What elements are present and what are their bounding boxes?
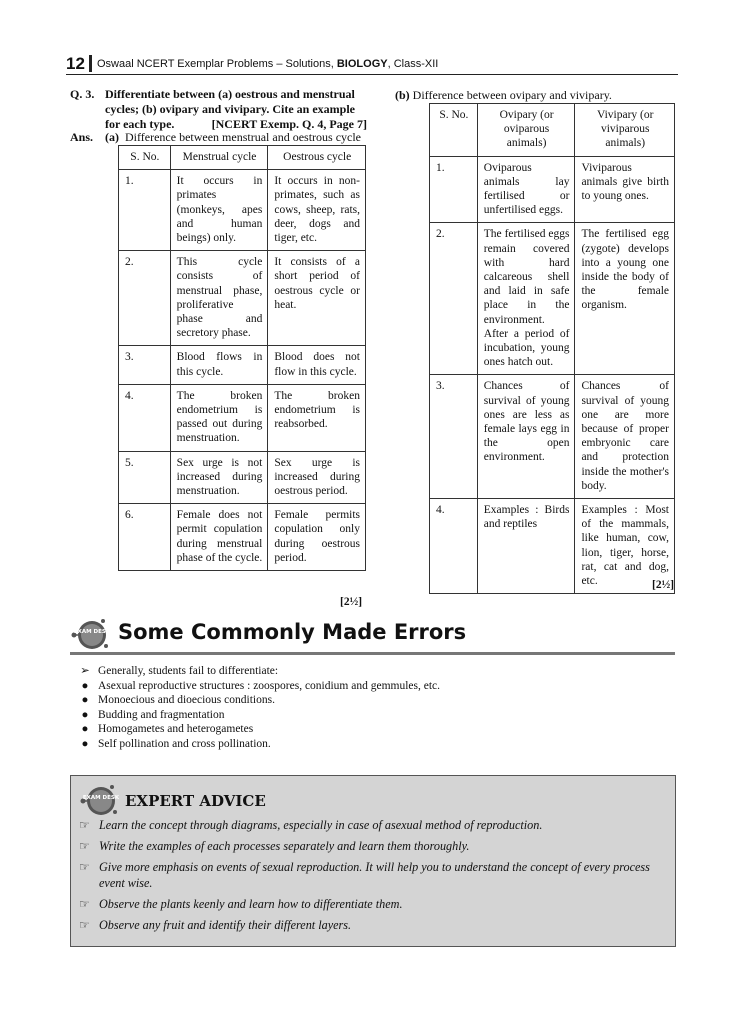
question-number: Q. 3. xyxy=(70,87,95,101)
table-row xyxy=(119,451,366,504)
table-cell: Chances of survival of young ones are less as female lays egg in the open environment. xyxy=(477,375,575,499)
list-item-text: Write the examples of each processes separately and learn them thoroughly. xyxy=(99,839,470,853)
section-rule xyxy=(70,652,675,655)
part-a-text: Difference between menstrual and oestrous cycle xyxy=(125,130,362,144)
page-header xyxy=(66,52,678,75)
table-cell: Sex urge is increased during oestrous period. xyxy=(268,451,366,504)
serial-cell: 2. xyxy=(119,251,171,346)
table-row xyxy=(119,251,366,346)
table-cell: The fertilised egg (zygote) develops into a young one inside the body of the female organism. xyxy=(575,223,675,375)
list-item xyxy=(78,679,440,694)
table-cell: The broken endometrium is reabsorbed. xyxy=(268,384,366,451)
table-cell: Oviparous animals lay fertilised or unfertilised eggs. xyxy=(477,156,575,223)
exam-desk-logo-icon xyxy=(70,616,110,652)
list-item xyxy=(78,708,440,723)
pointing-hand-icon: ☞ xyxy=(79,839,90,853)
list-item xyxy=(78,722,440,737)
pointing-hand-icon: ☞ xyxy=(79,918,90,932)
list-item-text: Observe the plants keenly and learn how to differentiate them. xyxy=(99,897,403,911)
column-header: S. No. xyxy=(430,104,478,157)
table-cell: Female permits copulation only during oestrous period. xyxy=(268,504,366,571)
serial-cell: 3. xyxy=(430,375,478,499)
question-reference: [NCERT Exemp. Q. 4, Page 7] xyxy=(211,117,367,131)
answer-label: Ans. xyxy=(70,130,94,144)
marks-label: [2½] xyxy=(340,596,363,608)
list-item-text: Monoecious and dioecious conditions. xyxy=(98,694,275,707)
table-ovipary-vivipary xyxy=(429,103,675,594)
serial-cell: 4. xyxy=(430,499,478,594)
table-cell: It occurs in non-primates, such as cows, sheep, rats, deer, dogs and tiger, etc. xyxy=(268,170,366,251)
expert-advice-box xyxy=(70,775,676,947)
pointing-hand-icon: ☞ xyxy=(79,860,90,874)
list-item xyxy=(79,917,669,933)
table-row xyxy=(119,504,366,571)
bullet-icon: ● xyxy=(81,723,89,736)
logo-text: EXAM DESK xyxy=(82,795,119,801)
serial-cell: 2. xyxy=(430,223,478,375)
table-cell: Blood does not flow in this cycle. xyxy=(268,346,366,384)
bullet-icon: ● xyxy=(81,708,89,721)
list-intro xyxy=(78,664,440,679)
errors-list xyxy=(78,664,440,752)
table-cell: Viviparous animals give birth to young ones. xyxy=(575,156,675,223)
expert-advice-title: EXPERT ADVICE xyxy=(125,792,266,810)
marks-label: [2½] xyxy=(652,579,675,591)
arrow-bullet-icon: ➢ xyxy=(80,665,90,677)
list-item xyxy=(79,838,669,854)
logo-text: EXAM DESK xyxy=(73,629,110,635)
bullet-icon: ● xyxy=(81,737,89,750)
list-item xyxy=(78,693,440,708)
list-item-text: Asexual reproductive structures : zoospores, conidium and gemmules, etc. xyxy=(98,679,441,692)
table-cell: It occurs in primates (monkeys, apes and human beings) only. xyxy=(170,170,268,251)
column-header: Oestrous cycle xyxy=(268,146,366,170)
pointing-hand-icon: ☞ xyxy=(79,818,90,832)
table-row xyxy=(430,223,675,375)
list-item-text: Generally, students fail to differentiate: xyxy=(98,665,279,677)
table-cell: It consists of a short period of oestrous cycle or heat. xyxy=(268,251,366,346)
list-item xyxy=(78,737,440,752)
table-cell: This cycle consists of menstrual phase, proliferative phase and secretory phase. xyxy=(170,251,268,346)
serial-cell: 4. xyxy=(119,384,171,451)
list-item xyxy=(79,896,669,912)
expert-advice-list xyxy=(79,817,669,938)
table-cell: Sex urge is not increased during menstruation. xyxy=(170,451,268,504)
table-row xyxy=(119,384,366,451)
list-item-text: Homogametes and heterogametes xyxy=(98,723,254,736)
serial-cell: 5. xyxy=(119,451,171,504)
serial-cell: 1. xyxy=(430,156,478,223)
serial-cell: 1. xyxy=(119,170,171,251)
list-item xyxy=(79,817,669,833)
table-row xyxy=(430,499,675,594)
list-item-text: Budding and fragmentation xyxy=(98,708,225,721)
table-cell: Blood flows in this cycle. xyxy=(170,346,268,384)
class-text: , Class-XII xyxy=(387,58,439,70)
table-cell: The broken endometrium is passed out during menstruation. xyxy=(170,384,268,451)
column-header: Menstrual cycle xyxy=(170,146,268,170)
part-b-label: (b) xyxy=(395,88,410,102)
serial-cell: 3. xyxy=(119,346,171,384)
section-title-errors: Some Commonly Made Errors xyxy=(118,620,467,644)
table-cell: Examples : Birds and reptiles xyxy=(477,499,575,594)
column-header: Vivipary (or viviparous animals) xyxy=(575,104,675,157)
bullet-icon: ● xyxy=(81,679,89,692)
table-cell: Chances of survival of young one are more because of proper embryonic care and protection inside the mother's body. xyxy=(575,375,675,499)
table-menstrual-oestrous xyxy=(118,145,366,571)
subject-text: BIOLOGY xyxy=(336,58,388,70)
table-header-row xyxy=(119,146,366,170)
table-cell: The fertilised eggs remain covered with hard calcareous shell and laid in safe place in the environment. After a period of incubation, young ones hatch out. xyxy=(477,223,575,375)
bullet-icon: ● xyxy=(81,694,89,707)
publisher-text: Oswaal NCERT Exemplar Problems – Solutions, xyxy=(97,58,337,70)
list-item-text: Give more emphasis on events of sexual reproduction. It will help you to understand the concept of every process event wise. xyxy=(99,860,650,890)
header-divider xyxy=(89,55,92,72)
column-header: S. No. xyxy=(119,146,171,170)
list-item-text: Self pollination and cross pollination. xyxy=(98,737,271,750)
list-item-text: Observe any fruit and identify their different layers. xyxy=(99,918,352,932)
running-title xyxy=(97,58,438,70)
table-cell: Examples : Most of the mammals, like human, cow, lion, tiger, horse, rat, cat and dog, etc. xyxy=(575,499,675,594)
pointing-hand-icon: ☞ xyxy=(79,897,90,911)
table-row xyxy=(119,170,366,251)
column-header: Ovipary (or oviparous animals) xyxy=(477,104,575,157)
list-item-text: Learn the concept through diagrams, especially in case of asexual method of reproduction. xyxy=(99,818,543,832)
part-b-text: Difference between ovipary and vivipary. xyxy=(412,88,612,102)
page-number: 12 xyxy=(66,54,85,73)
part-a-label: (a) xyxy=(105,130,119,144)
list-item xyxy=(79,859,669,891)
table-row xyxy=(430,375,675,499)
table-cell: Female does not permit copulation during menstrual phase of the cycle. xyxy=(170,504,268,571)
table-row xyxy=(119,346,366,384)
exam-desk-logo-icon xyxy=(79,782,119,818)
table-row xyxy=(430,156,675,223)
serial-cell: 6. xyxy=(119,504,171,571)
question-text-wrap xyxy=(105,87,367,132)
part-b-line xyxy=(395,88,612,103)
question-text: Differentiate between (a) oestrous and menstrual cycles; (b) ovipary and vivipary. Cite an example for each type. xyxy=(105,87,355,131)
table-header-row xyxy=(430,104,675,157)
